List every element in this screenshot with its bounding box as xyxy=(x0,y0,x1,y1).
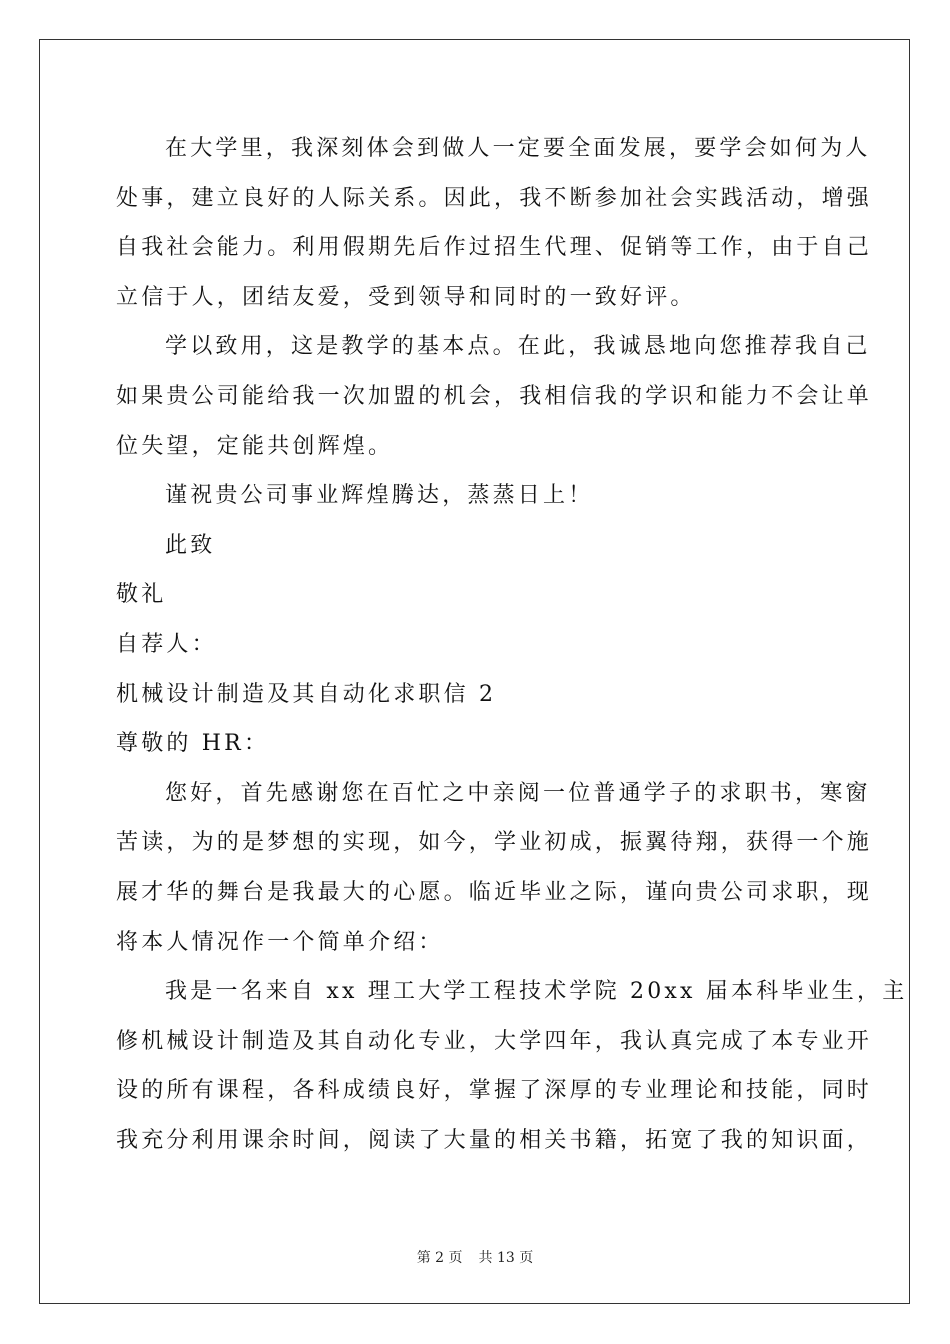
text-line: 学以致用，这是教学的基本点。在此，我诚恳地向您推荐我自己 xyxy=(165,334,871,360)
text-line: 苦读，为的是梦想的实现，如今，学业初成，振翼待翔，获得一个施 xyxy=(116,830,873,856)
greeting: 尊敬的 HR： xyxy=(116,731,270,757)
text-line: 自我社会能力。利用假期先后作过招生代理、促销等工作，由于自己 xyxy=(116,235,873,261)
section-title: 机械设计制造及其自动化求职信 2 xyxy=(116,681,497,707)
salutation-jingli: 敬礼 xyxy=(116,582,167,608)
text-line: 您好，首先感谢您在百忙之中亲阅一位普通学子的求职书，寒窗 xyxy=(165,780,871,806)
document-body xyxy=(116,124,908,1165)
text-line: 如果贵公司能给我一次加盟的机会，我相信我的学识和能力不会让单 xyxy=(116,383,873,409)
text-line: 在大学里，我深刻体会到做人一定要全面发展，要学会如何为人 xyxy=(165,136,871,161)
page-footer xyxy=(0,1247,950,1267)
text-line: 将本人情况作一个简单介绍： xyxy=(116,929,444,955)
text-line: 设的所有课程，各科成绩良好，掌握了深厚的专业理论和技能，同时 xyxy=(116,1078,873,1104)
text-line: 我是一名来自 xx 理工大学工程技术学院 20xx 届本科毕业生，主 xyxy=(165,979,908,1005)
text-line: 处事，建立良好的人际关系。因此，我不断参加社会实践活动，增强 xyxy=(116,185,873,211)
signature-label: 自荐人： xyxy=(116,631,217,657)
text-line: 我充分利用课余时间，阅读了大量的相关书籍，拓宽了我的知识面， xyxy=(116,1127,873,1153)
page-number: 第 2 页 xyxy=(416,1250,463,1266)
text-line: 立信于人，团结友爱，受到领导和同时的一致好评。 xyxy=(116,284,696,310)
page-total: 共 13 页 xyxy=(478,1250,534,1266)
text-line: 展才华的舞台是我最大的心愿。临近毕业之际，谨向贵公司求职，现 xyxy=(116,879,873,905)
closing-wish: 谨祝贵公司事业辉煌腾达，蒸蒸日上！ xyxy=(165,483,594,509)
text-line: 修机械设计制造及其自动化专业，大学四年，我认真完成了本专业开 xyxy=(116,1028,873,1054)
text-line: 位失望，定能共创辉煌。 xyxy=(116,433,394,459)
salutation-zhizhi: 此致 xyxy=(165,532,216,558)
